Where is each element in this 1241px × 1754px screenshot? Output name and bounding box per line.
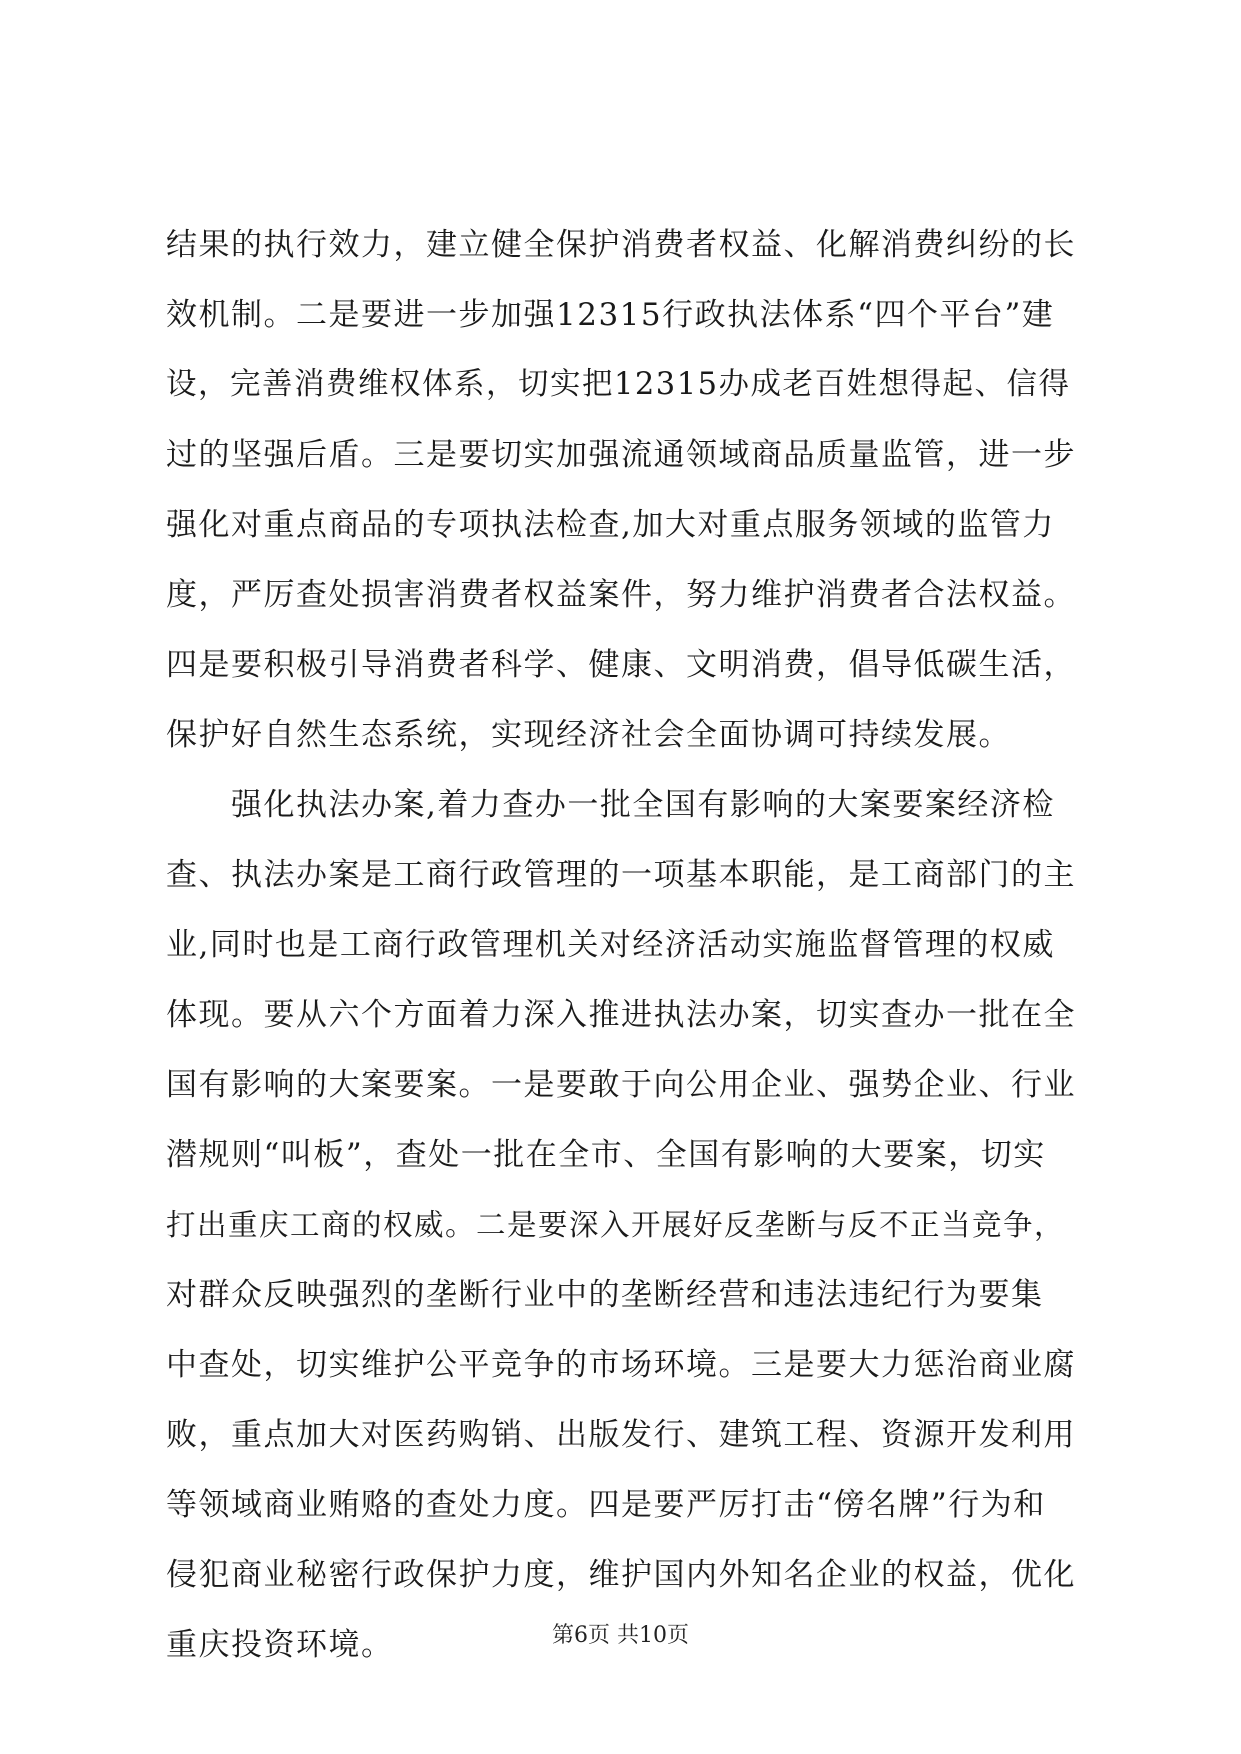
- text-line: 重庆投资环境。: [166, 1627, 394, 1663]
- text-line: 四是要积极引导消费者科学、健康、文明消费，倡导低碳生活，: [166, 647, 1076, 683]
- text-line: 中查处，切实维护公平竞争的市场环境。三是要大力惩治商业腐: [166, 1347, 1076, 1383]
- text-line: 败，重点加大对医药购销、出版发行、建筑工程、资源开发利用: [166, 1417, 1076, 1453]
- text-line: 度，严厉查处损害消费者权益案件，努力维护消费者合法权益。: [166, 577, 1076, 613]
- text-line: 效机制。二是要进一步加强12315行政执法体系“四个平台”建: [166, 297, 1055, 333]
- text-line: 强化对重点商品的专项执法检查,加大对重点服务领域的监管力: [166, 507, 1055, 543]
- text-line: 结果的执行效力，建立健全保护消费者权益、化解消费纠纷的长: [166, 227, 1076, 263]
- text-line: 设，完善消费维权体系，切实把12315办成老百姓想得起、信得: [166, 367, 1071, 402]
- text-line: 强化执法办案,着力查办一批全国有影响的大案要案经济检: [166, 787, 1055, 823]
- text-line: 等领域商业贿赂的查处力度。四是要严厉打击“傍名牌”行为和: [166, 1487, 1046, 1523]
- text-line: 保护好自然生态系统，实现经济社会全面协调可持续发展。: [166, 717, 1011, 753]
- text-line: 过的坚强后盾。三是要切实加强流通领域商品质量监管，进一步: [166, 437, 1076, 473]
- text-line: 国有影响的大案要案。一是要敢于向公用企业、强势企业、行业: [166, 1067, 1076, 1103]
- text-line: 体现。要从六个方面着力深入推进执法办案，切实查办一批在全: [166, 997, 1076, 1033]
- text-line: 查、执法办案是工商行政管理的一项基本职能，是工商部门的主: [166, 857, 1076, 893]
- page-number-footer: 第6页 共10页: [552, 1623, 689, 1648]
- text-line: 潜规则“叫板”，查处一批在全市、全国有影响的大要案，切实: [166, 1137, 1046, 1173]
- text-line: 对群众反映强烈的垄断行业中的垄断经营和违法违纪行为要集: [166, 1277, 1044, 1313]
- text-line: 业,同时也是工商行政管理机关对经济活动实施监督管理的权威: [166, 927, 1055, 963]
- text-line: 打出重庆工商的权威。二是要深入开展好反垄断与反不正当竞争，: [166, 1208, 1066, 1242]
- body-text: [166, 210, 1076, 1680]
- text-line: 侵犯商业秘密行政保护力度，维护国内外知名企业的权益，优化: [166, 1557, 1076, 1593]
